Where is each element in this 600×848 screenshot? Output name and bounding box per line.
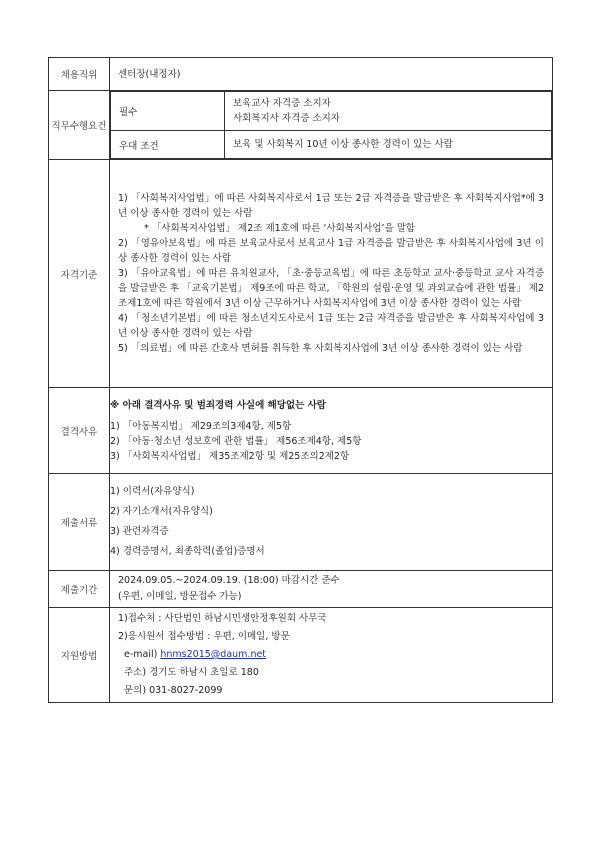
required-item: 보육교사 자격증 소지자: [233, 98, 331, 109]
required-item: 사회복지사 자격증 소지자: [233, 113, 340, 124]
required-label: 필수: [111, 92, 225, 131]
preferred-label: 우대 조건: [111, 131, 225, 159]
recruitment-table: [48, 57, 553, 703]
qualification-note: * 「사회복지사업법」 제2조 제1호에 따른 ‘사회복지사업’을 말함: [144, 223, 416, 234]
qualification-item: 3) 「유아교육법」에 따른 유치원교사, 「초·중등교육법」에 따른 초등학교 교사·중등학교 교사 자격증을 발급받은 후 「교육기본법」 제9조에 따른 학교, 「학원의 설립·운영 및 과외교습에 관한 법률」 제2조제1호에 따른 학원에서 3년 이상 근무하거나 사회복지사업에 3년 이상 종사한 경력이 있는 사람: [118, 268, 544, 309]
preferred-value: 보육 및 사회복지 10년 이상 종사한 경력이 있는 사람: [225, 131, 552, 159]
application-label: 지원방법: [49, 608, 110, 703]
row-position: [49, 58, 553, 91]
qualification-label: 자격기준: [49, 160, 110, 388]
document-item: 1) 이력서(자유양식): [110, 486, 195, 497]
application-method: 2)응시원서 접수방법 : 우편, 이메일, 방문: [118, 631, 290, 642]
row-duty: [49, 91, 553, 160]
disqualification-item: 3) 「사회복지사업법」 제35조제2항 및 제25조의2제2항: [110, 450, 350, 462]
documents-list: [110, 474, 553, 571]
application-phone: 문의) 031-8027-2099: [124, 685, 223, 696]
row-application: [49, 608, 553, 703]
row-documents: [49, 474, 553, 571]
row-period: [49, 571, 553, 608]
period-dates: 2024.09.05.~2024.09.19. (18:00) 마감시간 준수: [118, 575, 340, 586]
duty-cell: [110, 91, 553, 160]
email-link[interactable]: hnms2015@daum.net: [160, 649, 267, 660]
disqualification-item: 2) 「아동·청소년 성보호에 관한 법률」 제56조제4항, 제5항: [110, 435, 362, 447]
application-address: 주소) 경기도 하남시 초일로 180: [124, 667, 259, 678]
position-label: 채용직위: [49, 58, 110, 91]
duty-subtable: [110, 91, 552, 159]
disqualification-label: 결격사유: [49, 388, 110, 474]
position-value: 센터장(내정자): [110, 58, 553, 91]
document-item: 4) 경력증명서, 최종학력(졸업)증명서: [110, 546, 265, 557]
qualification-item: 5) 「의료법」에 따른 간호사 면허를 취득한 후 사회복지사업에 3년 이상 종사한 경력이 있는 사람: [118, 343, 523, 354]
application-details: [110, 608, 553, 703]
document-item: 3) 관련자격증: [110, 526, 169, 537]
period-label: 제출기간: [49, 571, 110, 608]
row-disqualification: [49, 388, 553, 474]
document-item: 2) 자기소개서(자유양식): [110, 506, 213, 517]
application-email-line: [118, 646, 544, 664]
qualification-list: [110, 160, 553, 388]
period-note: (우편, 이메일, 방문접수 가능): [118, 591, 242, 602]
row-qualification: [49, 160, 553, 388]
qualification-item: 1) 「사회복지사업법」에 따른 사회복지사로서 1급 또는 2급 자격증을 발급받은 후 사회복지사업*에 3년 이상 종사한 경력이 있는 사람: [118, 193, 544, 219]
documents-label: 제출서류: [49, 474, 110, 571]
duty-label: 직무수행요건: [49, 91, 110, 160]
qualification-item: 4) 「청소년기본법」에 따른 청소년지도사로서 1급 또는 2급 자격증을 발급받은 후 사회복지사업에 3년 이상 종사한 경력이 있는 사람: [118, 313, 544, 339]
period-value: [110, 571, 553, 608]
application-place: 1)접수처 : 사단법인 하남시민생안정후원회 사무국: [118, 613, 327, 624]
required-values: [225, 92, 552, 131]
disqualification-heading: ※ 아래 결격사유 및 범죄경력 사실에 해당없는 사람: [110, 399, 326, 411]
email-label: e-mail): [124, 649, 158, 660]
qualification-item: 2) 「영유아보육법」에 따른 보육교사로서 보육교사 1급 자격증을 발급받은 후 사회복지사업에 3년 이상 종사한 경력이 있는 사람: [118, 238, 544, 264]
disqualification-list: [110, 388, 553, 474]
disqualification-item: 1) 「아동복지법」 제29조의3제4항, 제5항: [110, 420, 292, 432]
